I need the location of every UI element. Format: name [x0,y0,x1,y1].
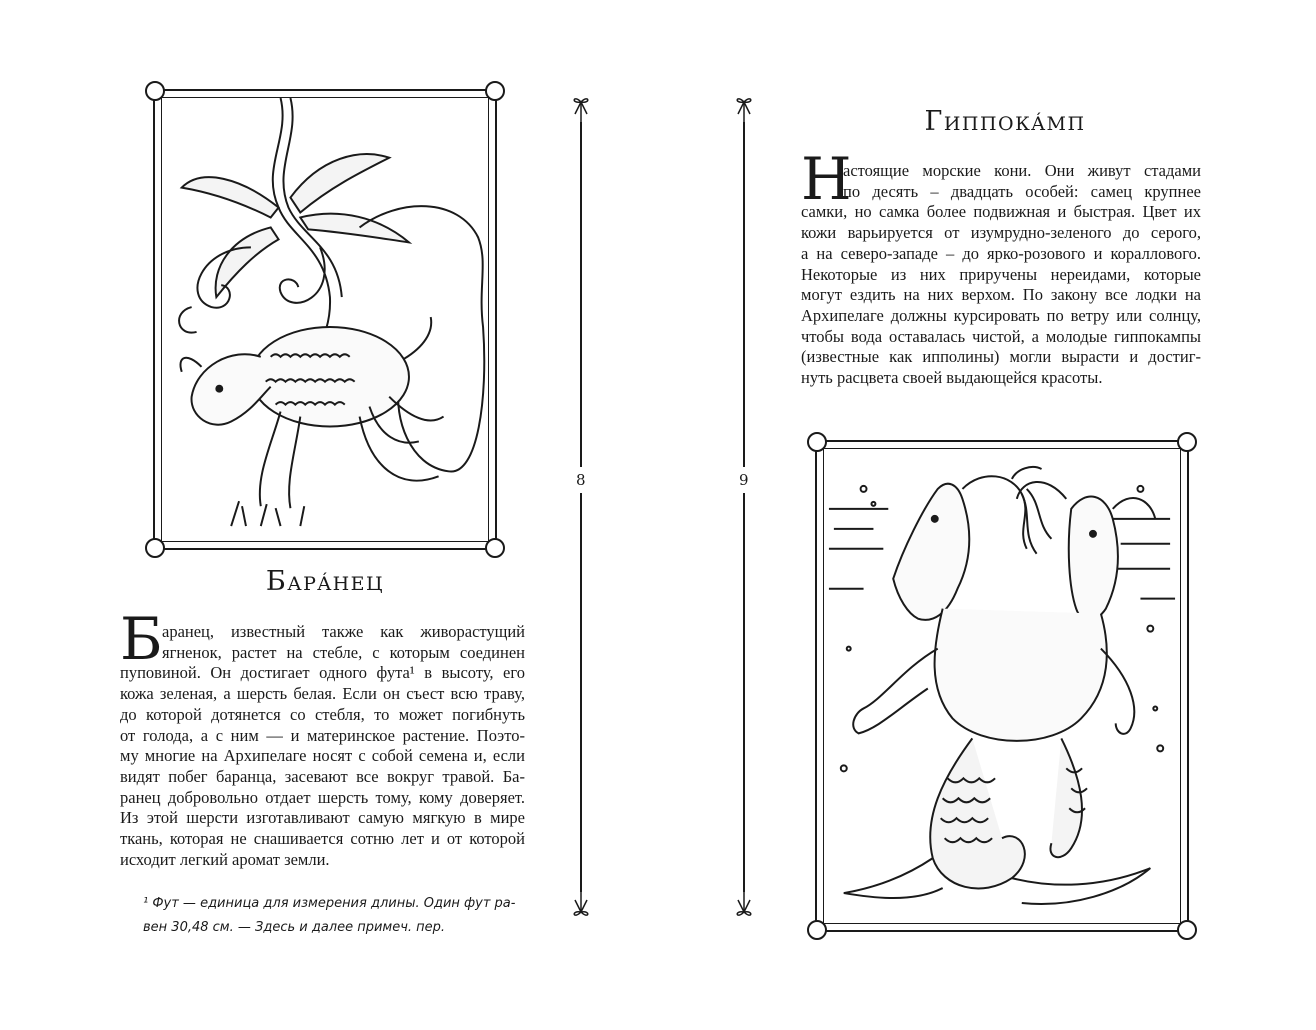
text-line: а на северо-западе – до ярко-розового и кораллового. [801,243,1201,263]
text-line: му многие на Архипелаге носят с собой семена и, если [120,746,525,766]
text-line: (известные как ипполины) могли вырасти и достиг- [801,347,1201,367]
lamb-illustration-frame [153,89,497,550]
text-line: самки, но самка более подвижная и быстрая. Цвет их [801,202,1201,222]
text-line: аранец, известный также как живорастущий [162,622,525,641]
page-number-left: 8 [576,467,586,493]
right-dropcap: Н [801,145,852,213]
text-line: кожи варьируется от изумрудно-зеленого до серого, [801,223,1201,243]
text-line: ранец добровольно отдает шерсть тому, кому доверяет. [120,787,525,807]
text-line: астоящие морские кони. Они живут стадами [843,161,1201,180]
text-line: исходит легкий аромат земли. [120,849,330,869]
text-line: Некоторые из них приручены нереидами, которые [801,264,1201,284]
page-number-right: 9 [739,467,749,493]
bow-ornament-icon [734,888,754,922]
left-body-text [120,622,525,870]
footnote [143,892,528,940]
footnote-line: вен 30,48 см. — Здесь и далее примеч. пер. [143,920,446,935]
right-page-title: Гиппокáмп [924,106,1086,137]
text-line: Архипелаге должны курсировать по ветру или солнцу, [801,305,1201,325]
hippocampus-illustration [824,449,1180,923]
left-dropcap: Б [120,605,163,673]
text-line: кожа зеленая, а шерсть белая. Если он съест всю траву, [120,684,525,704]
text-line: видят побег баранца, засевают все вокруг травой. Ба- [120,766,525,786]
text-line: пуповиной. Он достигает одного фута¹ в высоту, его [120,663,525,683]
bow-ornament-icon [571,92,591,126]
lamb-on-stem-illustration [162,98,488,541]
text-line: до которой дотянется со стебля, то может погибнуть [120,704,525,724]
hippocampus-illustration-frame [815,440,1189,932]
text-line: могут ездить на них верхом. По закону все лодки на [801,285,1201,305]
text-line: Из этой шерсти изготавливают самую мягкую в мире [120,808,525,828]
bow-ornament-icon [734,92,754,126]
text-line: от голода, а с ним — и материнское растение. Поэто- [120,725,525,745]
right-page-divider [734,92,754,922]
text-line: нуть расцвета своей выдающейся красоты. [801,368,1103,388]
text-line: чтобы вода оставалась чистой, а молодые гиппокампы [801,326,1201,346]
right-body-text [801,161,1201,389]
text-line: по десять – двадцать особей: самец крупнее [843,181,1201,201]
footnote-line: ¹ Фут — единица для измерения длины. Один фут ра- [143,896,516,911]
bow-ornament-icon [571,888,591,922]
left-page-divider [571,92,591,922]
text-line: ягненок, растет на стебле, с которым соединен [162,642,525,662]
left-page-title: Барáнец [265,566,385,597]
text-line: ткань, которая не снашивается сотню лет и от которой [120,829,525,849]
